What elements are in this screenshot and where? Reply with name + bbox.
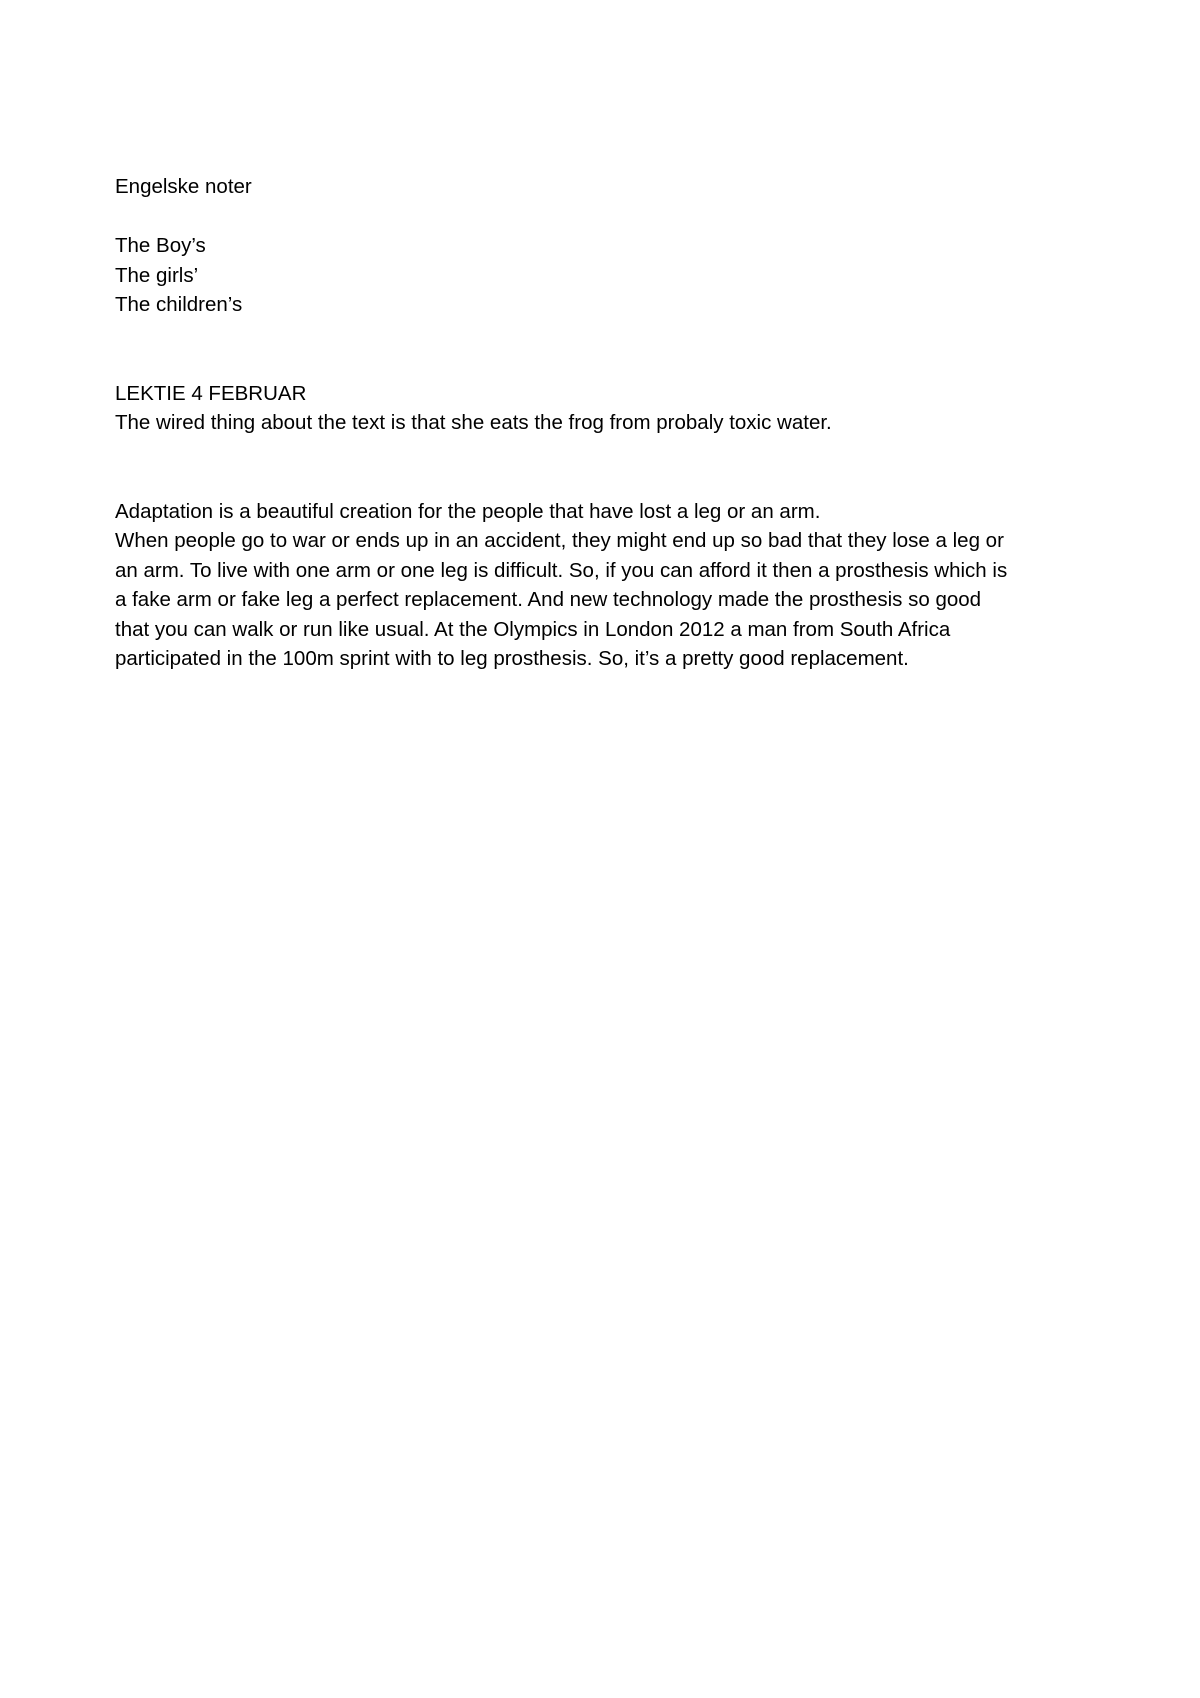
lesson-heading: LEKTIE 4 FEBRUAR bbox=[115, 381, 307, 405]
spacer bbox=[115, 202, 1095, 232]
essay-line: that you can walk or run like usual. At the Olympics in London 2012 a man from South Africa bbox=[115, 617, 951, 641]
essay-line: an arm. To live with one arm or one leg is difficult. So, if you can afford it then a prosthesis which is bbox=[115, 558, 1008, 582]
essay-line: When people go to war or ends up in an accident, they might end up so bad that they lose a leg or bbox=[115, 529, 1004, 552]
possessive-line: The Boy’s bbox=[115, 234, 206, 257]
document-body bbox=[115, 172, 1095, 674]
possessive-line: The girls’ bbox=[115, 263, 199, 287]
essay-line: Adaptation is a beautiful creation for the people that have lost a leg or an arm. bbox=[115, 499, 821, 523]
essay-line: participated in the 100m sprint with to leg prosthesis. So, it’s a pretty good replacement. bbox=[115, 647, 909, 670]
spacer bbox=[115, 320, 1095, 379]
spacer bbox=[115, 438, 1095, 497]
possessive-line: The children’s bbox=[115, 293, 243, 316]
essay-line: a fake arm or fake leg a perfect replacement. And new technology made the prosthesis so good bbox=[115, 588, 982, 611]
lesson-sentence: The wired thing about the text is that she eats the frog from probaly toxic water. bbox=[115, 411, 832, 434]
document-title: Engelske noter bbox=[115, 175, 252, 198]
